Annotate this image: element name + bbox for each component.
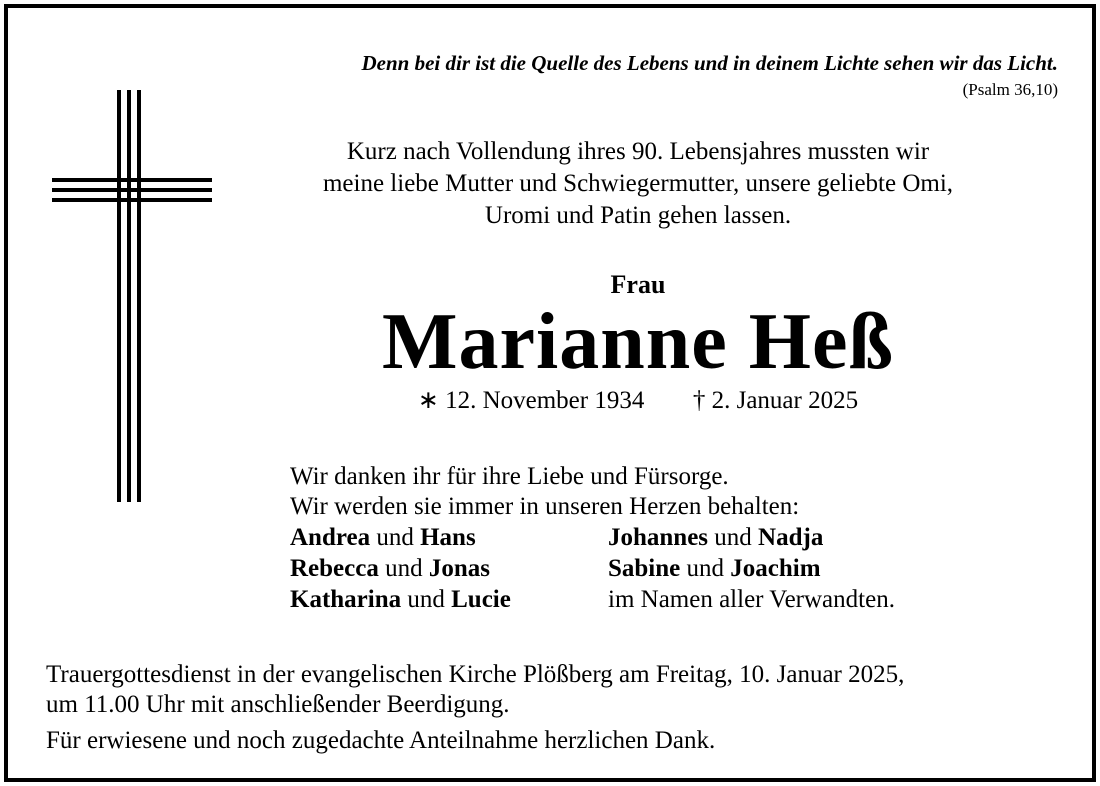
bible-verse: Denn bei dir ist die Quelle des Lebens und in deinem Lichte sehen wir das Licht. bbox=[361, 51, 1058, 75]
mourner-name: Katharina bbox=[290, 586, 402, 613]
thanks-line: Wir danken ihr für ihre Liebe und Fürsorge. bbox=[290, 463, 729, 490]
conjunction: und bbox=[686, 555, 725, 582]
birth-date: ∗ 12. November 1934 bbox=[417, 387, 645, 414]
life-dates bbox=[258, 386, 1018, 416]
honorific: Frau bbox=[610, 270, 666, 299]
mourner-pair bbox=[290, 553, 511, 584]
conjunction: und bbox=[385, 555, 423, 582]
mourners-column-right bbox=[608, 522, 895, 615]
conjunction: und bbox=[407, 586, 445, 613]
mourner-name: Sabine bbox=[608, 555, 681, 582]
death-date: † 2. Januar 2025 bbox=[692, 387, 859, 414]
mourner-name: Rebecca bbox=[290, 555, 379, 582]
mourner-name: Joachim bbox=[730, 555, 821, 582]
funeral-service-info bbox=[46, 660, 1066, 720]
service-line: Trauergottesdienst in der evangelischen Kirche Plößberg am Freitag, 10. Januar 2025, bbox=[46, 661, 905, 688]
mourner-name: Andrea bbox=[290, 524, 371, 551]
intro-text bbox=[258, 136, 1018, 232]
relatives-note: im Namen aller Verwandten. bbox=[608, 586, 895, 613]
mourners-column-left bbox=[290, 522, 511, 615]
service-line: um 11.00 Uhr mit anschließender Beerdigung. bbox=[46, 691, 510, 718]
mourner-name: Lucie bbox=[451, 586, 511, 613]
intro-line: Uromi und Patin gehen lassen. bbox=[484, 202, 792, 229]
conjunction: und bbox=[376, 524, 414, 551]
mourner-name: Hans bbox=[420, 524, 476, 551]
psalm-reference: (Psalm 36,10) bbox=[962, 80, 1058, 99]
mourner-name: Johannes bbox=[608, 524, 709, 551]
deceased-name: Marianne Heß bbox=[382, 298, 894, 386]
thanks-line: Wir werden sie immer in unseren Herzen behalten: bbox=[290, 493, 800, 520]
thanks-text bbox=[290, 462, 799, 522]
intro-line: Kurz nach Vollendung ihres 90. Lebensjahres mussten wir bbox=[346, 138, 930, 165]
mourner-pair bbox=[608, 553, 895, 584]
conjunction: und bbox=[714, 524, 752, 551]
mourner-pair bbox=[290, 584, 511, 615]
mourner-name: Nadja bbox=[758, 524, 824, 551]
cross-icon bbox=[52, 90, 212, 502]
mourner-pair bbox=[608, 522, 895, 553]
obituary-frame bbox=[4, 4, 1096, 782]
intro-line: meine liebe Mutter und Schwiegermutter, unsere geliebte Omi, bbox=[322, 170, 954, 197]
closing-thanks: Für erwiesene und noch zugedachte Anteilnahme herzlichen Dank. bbox=[46, 727, 716, 754]
mourner-pair bbox=[290, 522, 511, 553]
mourner-name: Jonas bbox=[428, 555, 490, 582]
